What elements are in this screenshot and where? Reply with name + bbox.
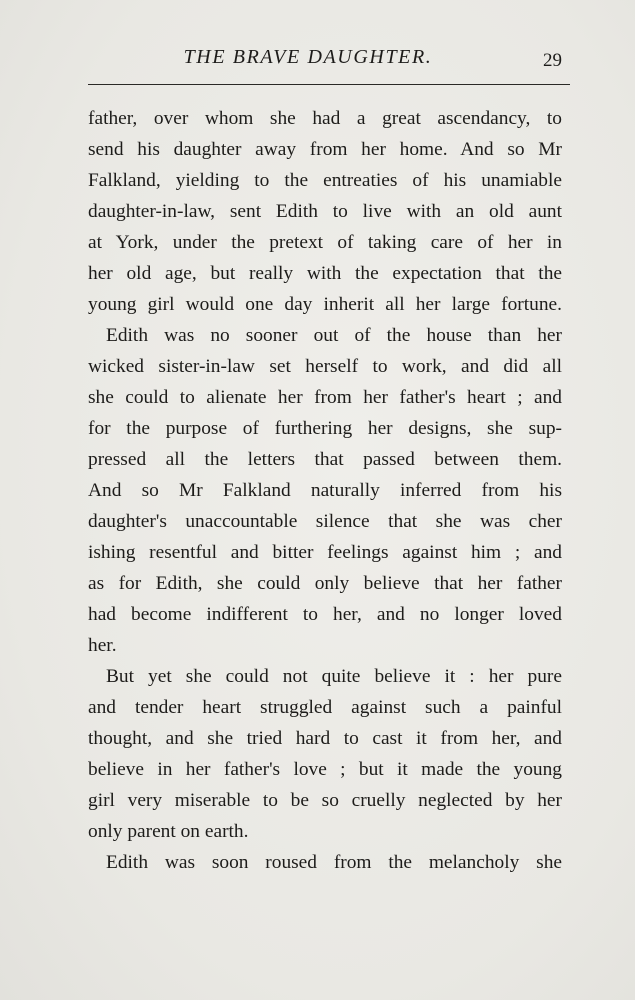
- body-text: [88, 103, 562, 878]
- paragraph: [88, 847, 562, 878]
- header-rule: [88, 84, 570, 85]
- text-line: and tender heart struggled against such a painful: [88, 697, 562, 718]
- text-line: ishing resentful and bitter feelings against him ; and: [88, 542, 562, 563]
- text-line: for the purpose of furthering her designs, she sup-: [88, 418, 562, 439]
- running-title: THE BRAVE DAUGHTER.: [183, 46, 433, 68]
- text-line: she could to alienate her from her father's heart ; and: [88, 387, 562, 408]
- text-line: Falkland, yielding to the entreaties of his unamiable: [88, 170, 562, 191]
- text-line: girl very miserable to be so cruelly neglected by her: [88, 790, 562, 811]
- text-line: wicked sister-in-law set herself to work, and did all: [88, 356, 562, 377]
- text-line: send his daughter away from her home. And so Mr: [88, 139, 562, 160]
- text-line: her.: [88, 635, 117, 656]
- page-header: [88, 42, 570, 82]
- page-number: 29: [543, 50, 562, 71]
- paragraph: [88, 661, 562, 847]
- text-line: But yet she could not quite believe it : her pure: [106, 666, 562, 687]
- text-line: young girl would one day inherit all her large fortune.: [88, 294, 562, 315]
- text-line: only parent on earth.: [88, 821, 249, 842]
- paragraph: [88, 103, 562, 320]
- text-line: Edith was no sooner out of the house than her: [106, 325, 562, 346]
- text-line: her old age, but really with the expectation that the: [88, 263, 562, 284]
- text-line: at York, under the pretext of taking care of her in: [88, 232, 562, 253]
- text-line: believe in her father's love ; but it made the young: [88, 759, 562, 780]
- text-line: as for Edith, she could only believe that her father: [88, 573, 562, 594]
- text-line: daughter's unaccountable silence that she was cher: [88, 511, 562, 532]
- text-line: father, over whom she had a great ascendancy, to: [88, 108, 562, 129]
- text-line: pressed all the letters that passed between them.: [88, 449, 562, 470]
- text-line: daughter-in-law, sent Edith to live with an old aunt: [88, 201, 562, 222]
- text-line: Edith was soon roused from the melancholy she: [106, 852, 562, 873]
- paragraph: [88, 320, 562, 661]
- text-line: thought, and she tried hard to cast it from her, and: [88, 728, 562, 749]
- text-line: had become indifferent to her, and no longer loved: [88, 604, 562, 625]
- text-line: And so Mr Falkland naturally inferred from his: [88, 480, 562, 501]
